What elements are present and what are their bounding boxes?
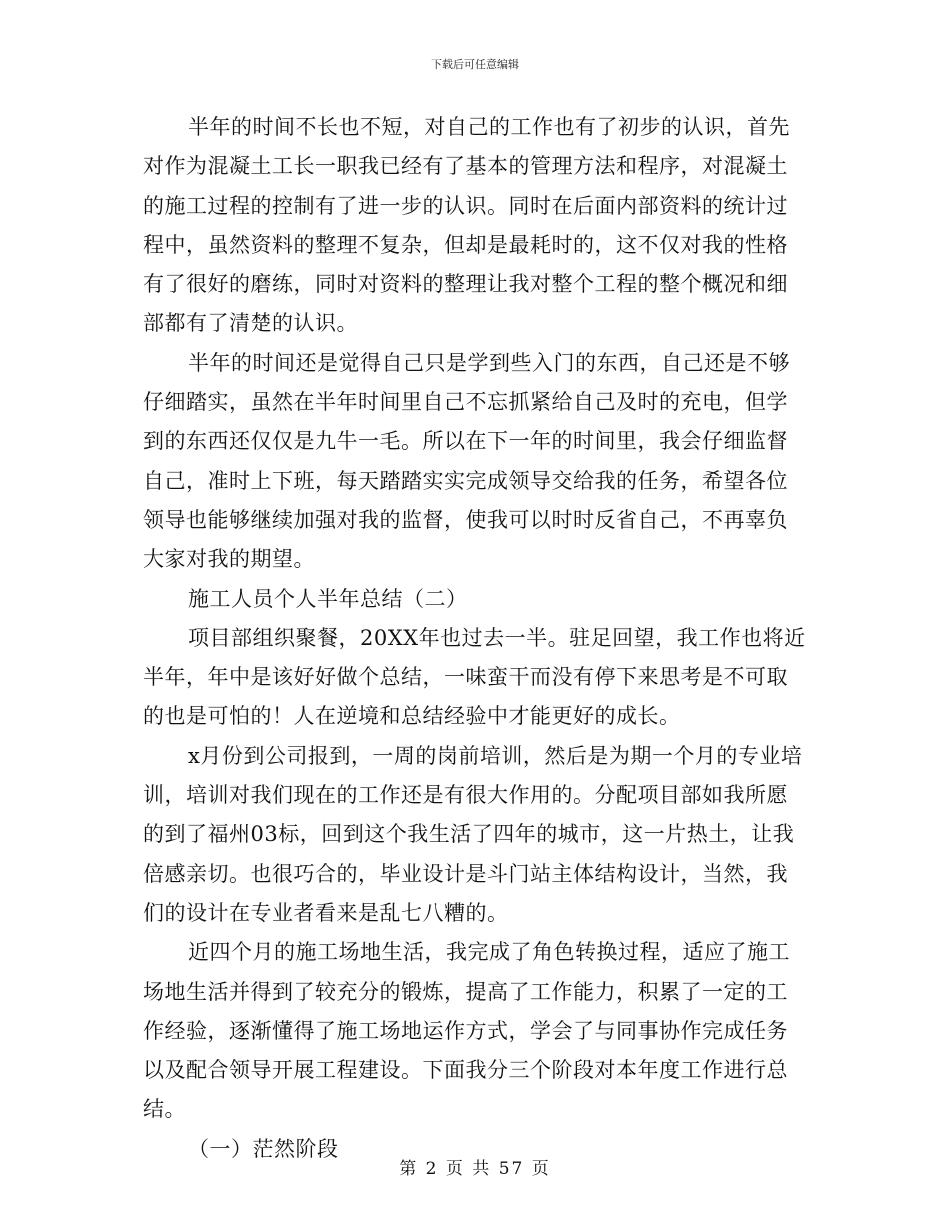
paragraph-line: x月份到公司报到，一周的岗前培训，然后是为期一个月的专业培 [188, 743, 803, 768]
section-heading-text: 施工人员个人半年总结（二） [188, 586, 468, 611]
paragraph-2 [143, 344, 809, 580]
section-heading [143, 580, 809, 619]
paragraph-line: 对作为混凝土工长一职我已经有了基本的管理方法和程序，对混凝土 [143, 154, 788, 179]
paragraph-line: 作经验，逐渐懂得了施工场地运作方式，学会了与同事协作完成任务 [143, 1018, 788, 1043]
paragraph-line: 倍感亲切。也很巧合的，毕业设计是斗门站主体结构设计，当然，我 [143, 861, 788, 886]
page-number-footer: 第 2 页 共 57 页 [399, 1159, 551, 1179]
paragraph-line: 们的设计在专业者看来是乱七八糟的。 [143, 900, 509, 925]
paragraph-5 [143, 933, 809, 1129]
paragraph-line: 自己，准时上下班，每天踏踏实实完成领导交给我的任务，希望各位 [143, 468, 788, 493]
paragraph-line: 近四个月的施工场地生活，我完成了角色转换过程，适应了施工 [188, 940, 790, 965]
paragraph-line: 大家对我的期望。 [143, 547, 315, 572]
subsection-heading-text: （一）茫然阶段 [188, 1136, 339, 1161]
paragraph-line: 训，培训对我们现在的工作还是有很大作用的。分配项目部如我所愿 [143, 783, 788, 808]
paragraph-line: 的到了福州03标，回到这个我生活了四年的城市，这一片热土，让我 [143, 822, 795, 847]
paragraph-line: 半年，年中是该好好做个总结，一味蛮干而没有停下来思考是不可取 [143, 665, 788, 690]
paragraph-line: 的也是可怕的！人在逆境和总结经验中才能更好的成长。 [143, 704, 681, 729]
paragraph-4 [143, 737, 809, 933]
paragraph-line: 领导也能够继续加强对我的监督，使我可以时时反省自己，不再辜负 [143, 507, 788, 532]
paragraph-line: 半年的时间还是觉得自己只是学到些入门的东西，自己还是不够 [188, 350, 790, 375]
paragraph-line: 的施工过程的控制有了进一步的认识。同时在后面内部资料的统计过 [143, 193, 788, 218]
paragraph-line: 结。 [143, 1097, 186, 1122]
paragraph-3 [143, 619, 809, 737]
document-body [143, 108, 809, 1169]
paragraph-1 [143, 108, 809, 344]
paragraph-line: 项目部组织聚餐，20XX年也过去一半。驻足回望，我工作也将近 [188, 625, 806, 650]
paragraph-line: 仔细踏实，虽然在半年时间里自己不忘抓紧给自己及时的充电，但学 [143, 390, 788, 415]
paragraph-line: 场地生活并得到了较充分的锻炼，提高了工作能力，积累了一定的工 [143, 979, 788, 1004]
paragraph-line: 到的东西还仅仅是九牛一毛。所以在下一年的时间里，我会仔细监督 [143, 429, 788, 454]
paragraph-line: 以及配合领导开展工程建设。下面我分三个阶段对本年度工作进行总 [143, 1058, 788, 1083]
paragraph-line: 部都有了清楚的认识。 [143, 311, 358, 336]
paragraph-line: 有了很好的磨练，同时对资料的整理让我对整个工程的整个概况和细 [143, 272, 788, 297]
paragraph-line: 半年的时间不长也不短，对自己的工作也有了初步的认识，首先 [188, 115, 790, 139]
paragraph-line: 程中，虽然资料的整理不复杂，但却是最耗时的，这不仅对我的性格 [143, 232, 788, 257]
page-header: 下载后可任意编辑 [431, 58, 519, 71]
